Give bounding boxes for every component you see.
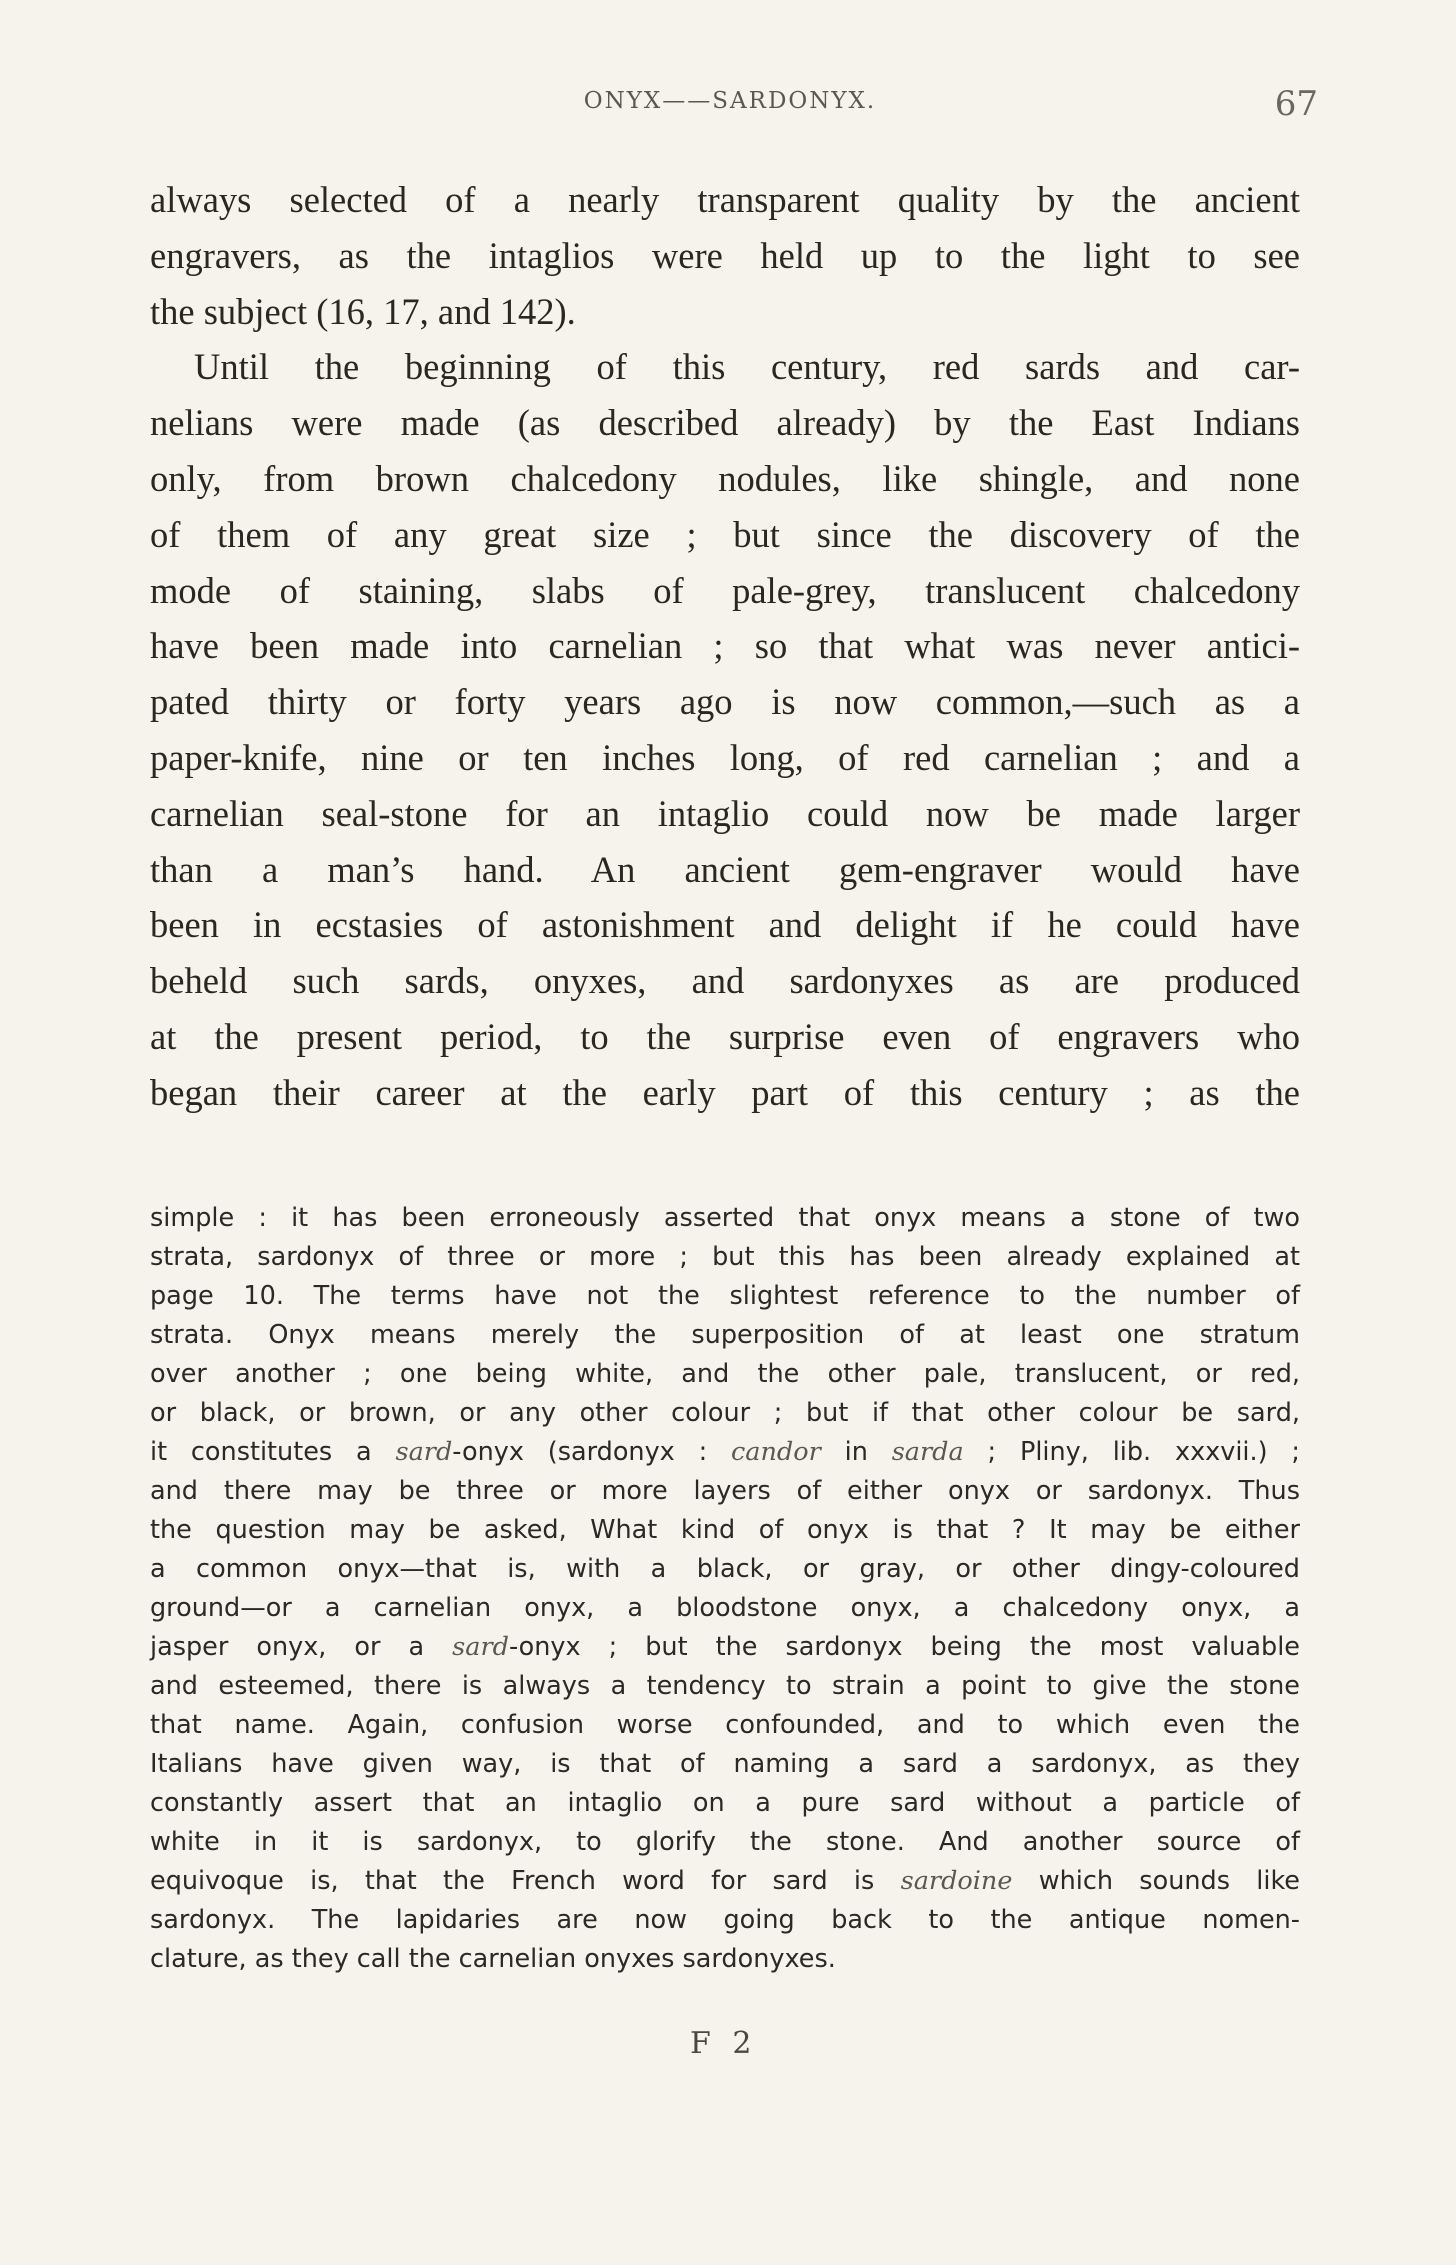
text-line: carnelian seal-stone for an intaglio could now be made larger bbox=[150, 792, 1300, 834]
page-number: 67 bbox=[1274, 84, 1318, 124]
text-line: beheld such sards, onyxes, and sardonyxes as are produced bbox=[150, 960, 1300, 1002]
footnote-line: strata. Onyx means merely the superposition of at least one stratum bbox=[150, 1320, 1300, 1350]
footnote-line: constantly assert that an intaglio on a pure sard without a particle of bbox=[150, 1788, 1300, 1818]
footnote-line bbox=[150, 1433, 1300, 1472]
footnote-line: the question may be asked, What kind of onyx is that ? It may be either bbox=[150, 1515, 1300, 1545]
footnote-line: or black, or brown, or any other colour ; but if that other colour be sard, bbox=[150, 1398, 1300, 1428]
main-text bbox=[150, 172, 1300, 1121]
footnote bbox=[150, 1199, 1300, 1979]
footnote-text: jasper onyx, or a bbox=[150, 1632, 453, 1662]
footnote-text: which sounds like bbox=[1012, 1866, 1300, 1896]
footnote-line: page 10. The terms have not the slightest reference to the number of bbox=[150, 1281, 1300, 1311]
italic-term: sardoine bbox=[900, 1866, 1013, 1896]
footnote-line: a common onyx—that is, with a black, or gray, or other dingy-coloured bbox=[150, 1554, 1300, 1584]
text-line: always selected of a nearly transparent quality by the ancient bbox=[150, 179, 1300, 220]
footnote-line: and there may be three or more layers of either onyx or sardonyx. Thus bbox=[150, 1476, 1300, 1506]
footnote-line: ground—or a carnelian onyx, a bloodstone onyx, a chalcedony onyx, a bbox=[150, 1593, 1300, 1623]
footnote-line: clature, as they call the carnelian onyxes sardonyxes. bbox=[150, 1944, 836, 1974]
footnote-text: ; Pliny, lib. xxxvii.) ; bbox=[963, 1437, 1300, 1467]
text-line: only, from brown chalcedony nodules, like shingle, and none bbox=[150, 457, 1300, 499]
text-line: have been made into carnelian ; so that what was never antici- bbox=[150, 625, 1300, 667]
text-line: been in ecstasies of astonishment and delight if he could have bbox=[150, 904, 1300, 946]
italic-term: sarda bbox=[891, 1437, 964, 1467]
text-line: began their career at the early part of this century ; as the bbox=[150, 1071, 1300, 1113]
footnote-line bbox=[150, 1628, 1300, 1667]
running-head bbox=[150, 84, 1318, 132]
text-line: paper-knife, nine or ten inches long, of red carnelian ; and a bbox=[150, 736, 1300, 778]
footnote-line: and esteemed, there is always a tendency to strain a point to give the stone bbox=[150, 1671, 1300, 1701]
signature-mark: F 2 bbox=[690, 2026, 758, 2061]
text-line: of them of any great size ; but since the discovery of the bbox=[150, 513, 1300, 555]
text-line: mode of staining, slabs of pale-grey, translucent chalcedony bbox=[150, 569, 1300, 611]
italic-term: sard bbox=[452, 1632, 509, 1662]
footnote-line: sardonyx. The lapidaries are now going back to the antique nomen- bbox=[150, 1905, 1300, 1935]
footnote-line: strata, sardonyx of three or more ; but this has been already explained at bbox=[150, 1242, 1300, 1272]
footnote-line: over another ; one being white, and the other pale, translucent, or red, bbox=[150, 1359, 1300, 1389]
italic-term: sard bbox=[395, 1437, 453, 1467]
footnote-line: white in it is sardonyx, to glorify the stone. And another source of bbox=[150, 1827, 1300, 1857]
text-line: at the present period, to the surprise even of engravers who bbox=[150, 1015, 1300, 1057]
text-line: nelians were made (as described already) by the East Indians bbox=[150, 402, 1300, 444]
footnote-line: simple : it has been erroneously asserted that onyx means a stone of two bbox=[150, 1203, 1300, 1233]
text-line: engravers, as the intaglios were held up to the light to see bbox=[150, 234, 1300, 276]
footnote-text: in bbox=[820, 1437, 892, 1467]
footnote-line bbox=[150, 1862, 1300, 1901]
text-line: the subject (16, 17, and 142). bbox=[150, 290, 576, 332]
footnote-text: -onyx (sardonyx : bbox=[452, 1437, 732, 1467]
text-line: pated thirty or forty years ago is now common,—such as a bbox=[150, 681, 1300, 723]
text-line: than a man’s hand. An ancient gem-engraver would have bbox=[150, 848, 1300, 890]
italic-term: candor bbox=[731, 1437, 821, 1467]
footnote-text: equivoque is, that the French word for sard is bbox=[150, 1866, 901, 1896]
footnote-line: Italians have given way, is that of naming a sard a sardonyx, as they bbox=[150, 1749, 1300, 1779]
running-title: ONYX——SARDONYX. bbox=[583, 88, 877, 114]
footnote-line: that name. Again, confusion worse confounded, and to which even the bbox=[150, 1710, 1300, 1740]
footnote-text: -onyx ; but the sardonyx being the most valuable bbox=[508, 1632, 1300, 1662]
text-line: Until the beginning of this century, red sards and car- bbox=[194, 346, 1300, 388]
footnote-text: it constitutes a bbox=[150, 1437, 396, 1467]
